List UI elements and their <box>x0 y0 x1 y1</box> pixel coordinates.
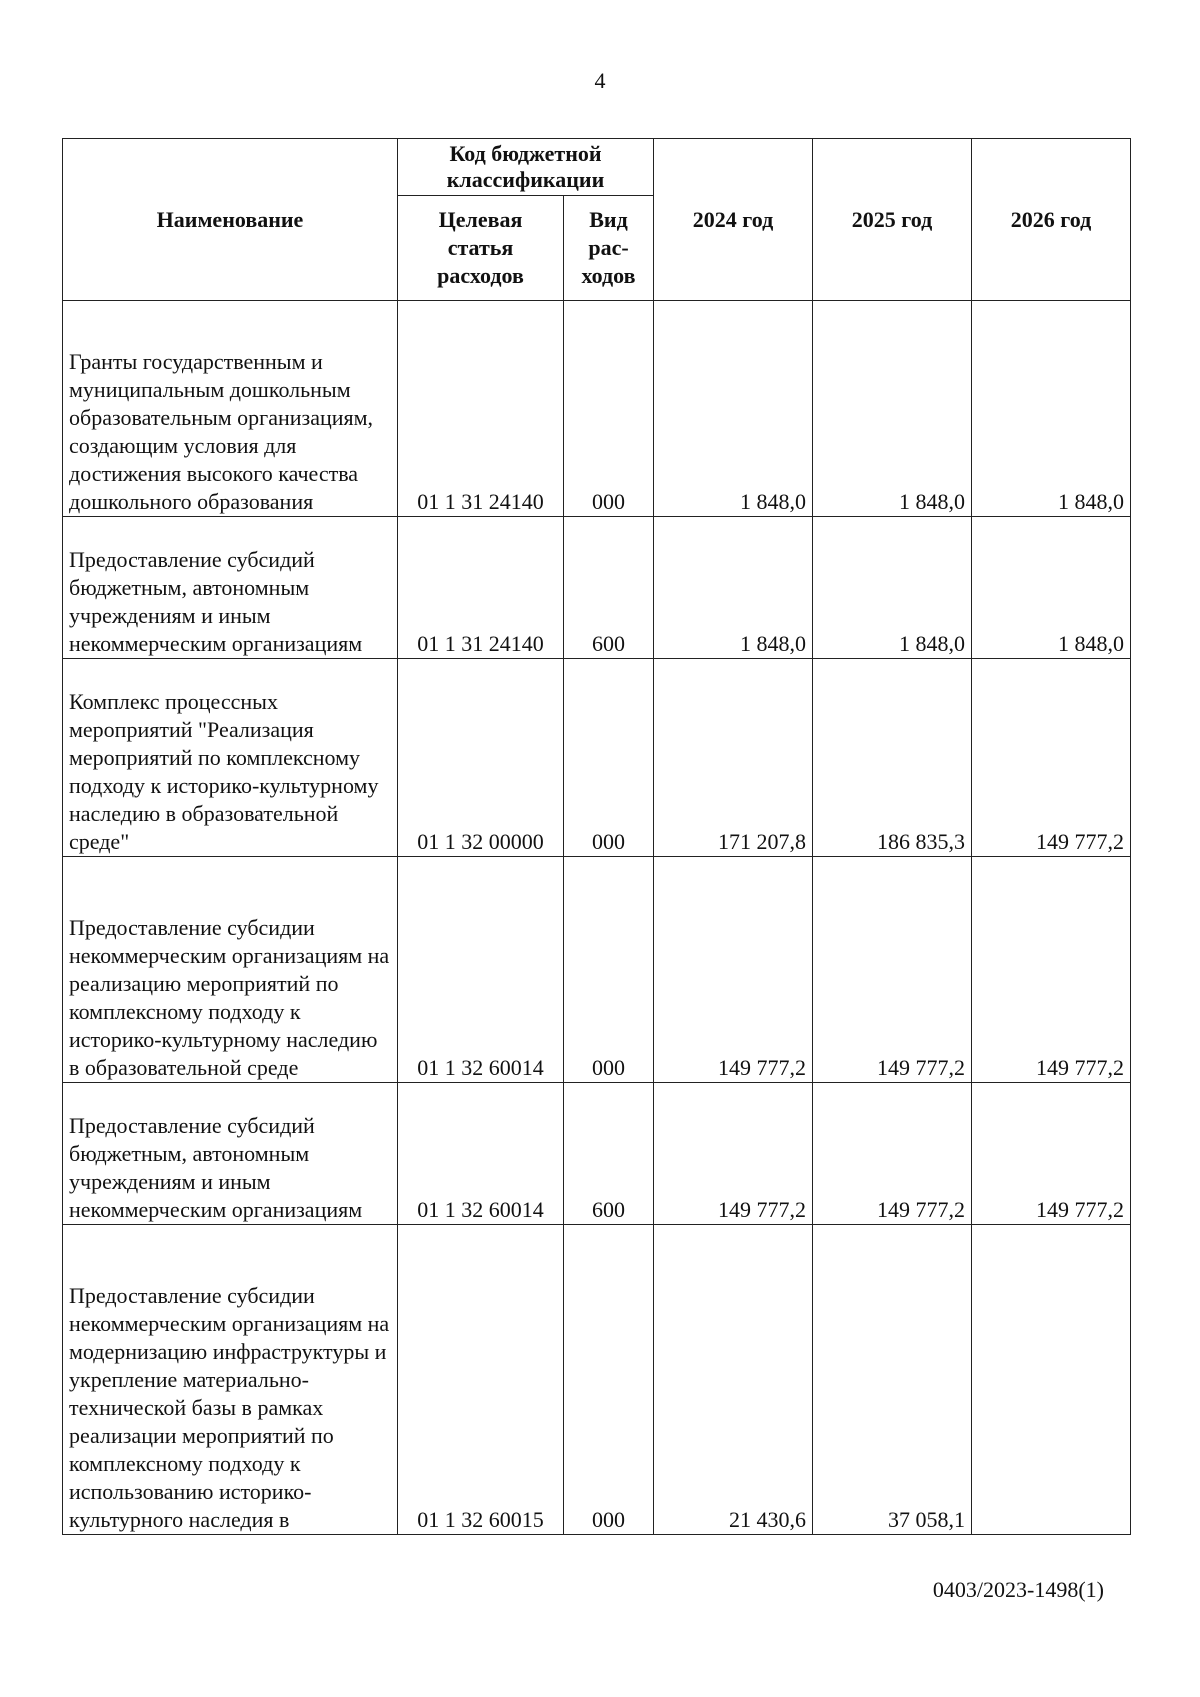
budget-table <box>62 138 1131 1535</box>
row-kind-code: 000 <box>564 659 654 857</box>
row-value-2024: 149 777,2 <box>654 1083 813 1225</box>
header-target: Целевая статья расходов <box>398 196 564 301</box>
row-value-2025: 149 777,2 <box>813 1083 972 1225</box>
table-row <box>63 1083 1131 1225</box>
table-row <box>63 301 1131 517</box>
header-2026: 2026 год <box>972 139 1131 301</box>
table-row <box>63 517 1131 659</box>
row-kind-code: 000 <box>564 1225 654 1535</box>
row-target-code: 01 1 32 00000 <box>398 659 564 857</box>
row-value-2025: 1 848,0 <box>813 517 972 659</box>
row-value-2025: 37 058,1 <box>813 1225 972 1535</box>
row-value-2024: 171 207,8 <box>654 659 813 857</box>
header-2025: 2025 год <box>813 139 972 301</box>
row-value-2024: 1 848,0 <box>654 301 813 517</box>
row-kind-code: 600 <box>564 1083 654 1225</box>
row-kind-code: 000 <box>564 301 654 517</box>
row-target-code: 01 1 32 60015 <box>398 1225 564 1535</box>
row-value-2026: 1 848,0 <box>972 301 1131 517</box>
header-name: Наименование <box>63 139 398 301</box>
row-name: Предоставление субсидий бюджетным, автономным учреждениям и иным некоммерческим организациям <box>63 517 398 659</box>
row-value-2026: 149 777,2 <box>972 659 1131 857</box>
header-code-group: Код бюджетной классификации <box>398 139 654 196</box>
row-name: Комплекс процессных мероприятий "Реализация мероприятий по комплексному подходу к историко-культурному наследию в образовательной среде" <box>63 659 398 857</box>
header-kind: Вид рас-ходов <box>564 196 654 301</box>
row-target-code: 01 1 31 24140 <box>398 301 564 517</box>
row-value-2025: 1 848,0 <box>813 301 972 517</box>
page-number: 4 <box>594 68 606 93</box>
row-value-2026: 149 777,2 <box>972 1083 1131 1225</box>
table-row <box>63 1225 1131 1535</box>
row-kind-code: 600 <box>564 517 654 659</box>
table-row <box>63 857 1131 1083</box>
row-name: Предоставление субсидии некоммерческим организациям на модернизацию инфраструктуры и укрепление материально-технической базы в рамках реализации мероприятий по комплексному подходу к использованию историко-культурного наследия в <box>63 1225 398 1535</box>
row-value-2026 <box>972 1225 1131 1535</box>
row-target-code: 01 1 32 60014 <box>398 857 564 1083</box>
row-name: Предоставление субсидий бюджетным, автономным учреждениям и иным некоммерческим организациям <box>63 1083 398 1225</box>
table-row <box>63 659 1131 857</box>
row-target-code: 01 1 31 24140 <box>398 517 564 659</box>
row-value-2024: 21 430,6 <box>654 1225 813 1535</box>
header-2024: 2024 год <box>654 139 813 301</box>
row-value-2025: 186 835,3 <box>813 659 972 857</box>
document-id: 0403/2023-1498(1) <box>932 1577 1104 1602</box>
row-value-2024: 149 777,2 <box>654 857 813 1083</box>
row-value-2025: 149 777,2 <box>813 857 972 1083</box>
row-name: Предоставление субсидии некоммерческим организациям на реализацию мероприятий по комплексному подходу к историко-культурному наследию в образовательной среде <box>63 857 398 1083</box>
row-value-2024: 1 848,0 <box>654 517 813 659</box>
row-kind-code: 000 <box>564 857 654 1083</box>
table-header <box>63 139 1131 301</box>
row-value-2026: 149 777,2 <box>972 857 1131 1083</box>
row-value-2026: 1 848,0 <box>972 517 1131 659</box>
row-name: Гранты государственным и муниципальным дошкольным образовательным организациям, создающим условия для достижения высокого качества дошкольного образования <box>63 301 398 517</box>
row-target-code: 01 1 32 60014 <box>398 1083 564 1225</box>
